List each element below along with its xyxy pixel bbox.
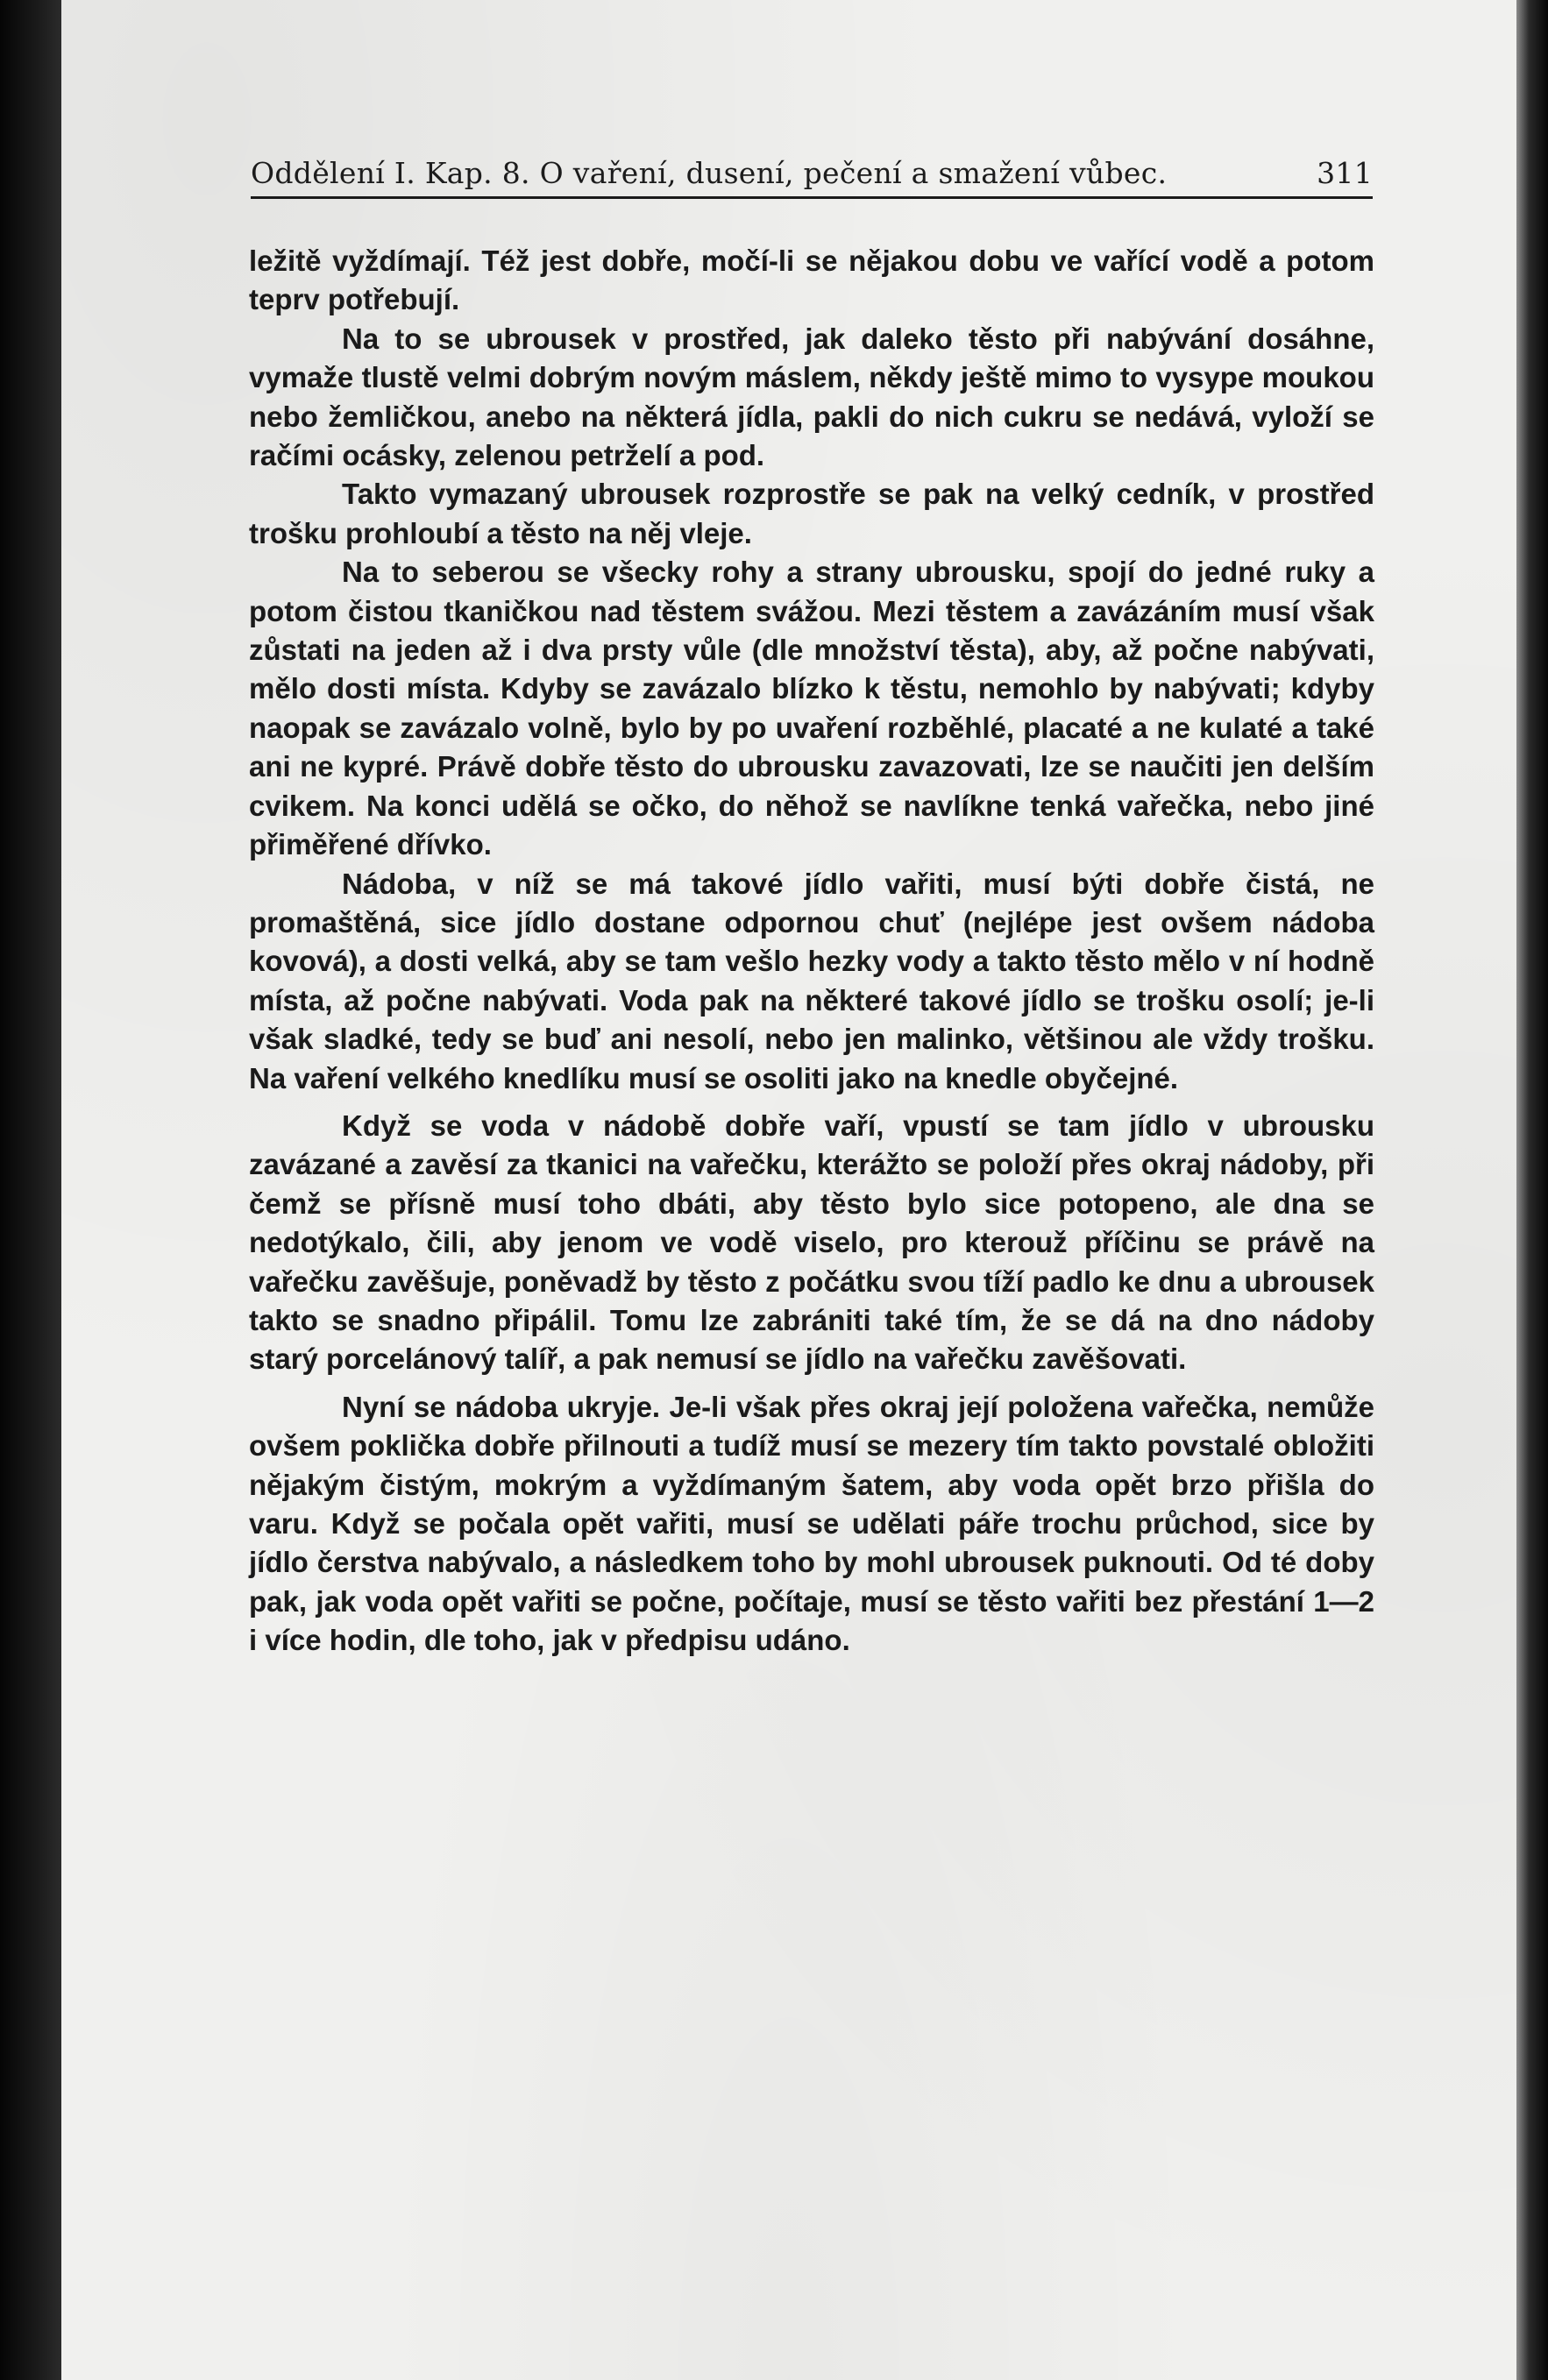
running-header: [251, 152, 1373, 199]
scan-border-left: [0, 0, 61, 2380]
paragraph: Když se voda v nádobě dobře vaří, vpustí se tam jídlo v ubrousku zavázané a zavěsí za tkanici na vařečku, kterážto se položí přes okraj nádoby, při čemž se přísně musí toho dbáti, aby těsto bylo sice potopeno, ale dna se nedotýkalo, čili, aby jenom ve vodě viselo, pro kterouž příčinu se právě na vařečku zavěšuje, poněvadž by těsto z počátku svou tíží padlo ke dnu a ubrousek takto se snadno připálil. Tomu lze zabrániti také tím, že se dá na dno nádoby starý porcelánový talíř, a pak nemusí se jídlo na vařečku zavěšovati.: [249, 1109, 1374, 1376]
header-title: Oddělení I. Kap. 8. O vaření, dusení, pečení a smažení vůbec.: [251, 156, 1168, 190]
paragraph: Takto vymazaný ubrousek rozprostře se pak na velký cedník, v prostřed trošku prohloubí a těsto na něj vleje.: [249, 478, 1374, 549]
page-number: 311: [1317, 156, 1373, 190]
scan-border-right: [1516, 0, 1548, 2380]
paragraph-continuation: ležitě vyždímají. Též jest dobře, močí-li se nějakou dobu ve vařící vodě a potom teprv potřebují.: [249, 244, 1374, 316]
page: [61, 0, 1516, 2380]
body-text: [249, 242, 1374, 1661]
paragraph: Nyní se nádoba ukryje. Je-li však přes okraj její položena vařečka, nemůže ovšem poklička dobře přilnouti a tudíž musí se mezery tím takto povstalé obložiti nějakým čistým, mokrým a vyždímaným šatem, aby voda opět brzo přišla do varu. Když se počala opět vařiti, musí se udělati páře trochu průchod, sice by jídlo čerstva nabývalo, a následkem toho by mohl ubrousek puknouti. Od té doby pak, jak voda opět vařiti se počne, počítaje, musí se těsto vařiti bez přestání 1—2 i více hodin, dle toho, jak v předpisu udáno.: [249, 1390, 1374, 1657]
paragraph: Na to seberou se všecky rohy a strany ubrousku, spojí do jedné ruky a potom čistou tkaničkou nad těstem svážou. Mezi těstem a zavázáním musí však zůstati na jeden až i dva prsty vůle (dle množství těsta), aby, až počne nabývati, mělo dosti místa. Kdyby se zavázalo blízko k těstu, nemohlo by nabývati; kdyby naopak se zavázalo volně, bylo by po uvaření rozběhlé, placaté a ne kulaté a také ani ne kypré. Právě dobře těsto do ubrousku zavazovati, lze se naučiti jen delším cvikem. Na konci udělá se očko, do něhož se navlíkne tenká vařečka, nebo jiné přiměřené dřívko.: [249, 556, 1374, 861]
paragraph: Nádoba, v níž se má takové jídlo vařiti, musí býti dobře čistá, ne promaštěná, sice jídlo dostane odpornou chuť (nejlépe jest ovšem nádoba kovová), a dosti velká, aby se tam vešlo hezky vody a takto těsto mělo v ní hodně místa, až počne nabývati. Voda pak na některé takové jídlo se trošku osolí; je-li však sladké, tedy se buď ani nesolí, nebo jen malinko, většinou ale vždy trošku. Na vaření velkého knedlíku musí se osoliti jako na knedle obyčejné.: [249, 867, 1374, 1094]
paragraph: Na to se ubrousek v prostřed, jak daleko těsto při nabývání dosáhne, vymaže tlustě velmi dobrým novým máslem, někdy ještě mimo to vysype moukou nebo žemličkou, anebo na některá jídla, pakli do nich cukru se nedává, vyloží se račími ocásky, zelenou petrželí a pod.: [249, 322, 1374, 472]
